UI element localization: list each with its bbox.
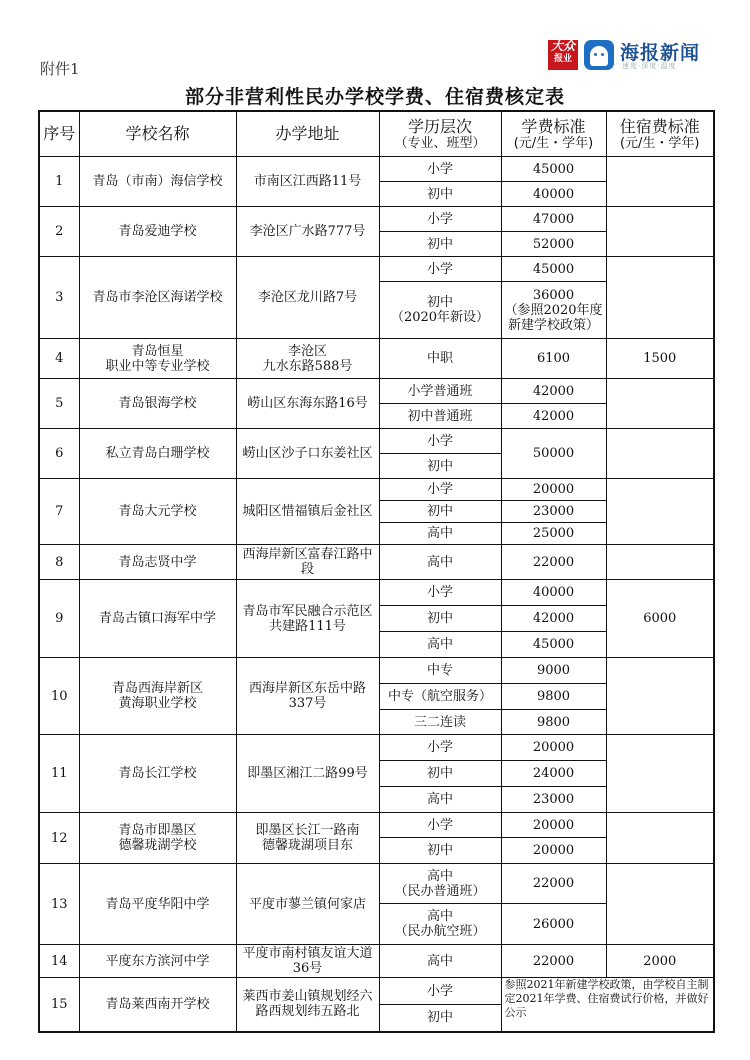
tuition-fee: 40000: [501, 182, 606, 207]
dorm-fee: [606, 379, 714, 429]
row-number: 10: [39, 658, 79, 735]
table-row: [39, 864, 714, 904]
row-number: 6: [39, 429, 79, 479]
education-level: 高中: [379, 787, 501, 813]
school-name: 私立青岛白珊学校: [79, 429, 236, 479]
header-dorm-main: 住宿费标准: [619, 116, 700, 136]
header-address: 办学地址: [236, 111, 379, 157]
education-level: 高中: [379, 632, 501, 658]
row-number: 11: [39, 735, 79, 813]
education-level: 高中: [379, 545, 501, 580]
table-row: [39, 545, 714, 580]
header-dorm: [606, 111, 714, 157]
tuition-fee: 20000: [501, 838, 606, 864]
dorm-fee: [606, 813, 714, 864]
school-address: 西海岸新区富春江路中段: [236, 545, 379, 580]
school-address: 青岛市军民融合示范区共建路111号: [236, 580, 379, 658]
page-title: 部分非营利性民办学校学费、住宿费核定表: [184, 86, 565, 108]
dorm-fee: [606, 545, 714, 580]
tuition-fee: 9800: [501, 684, 606, 710]
table-row: [39, 207, 714, 232]
tuition-fee: 23000: [501, 501, 606, 523]
school-address: 即墨区湘江二路99号: [236, 735, 379, 813]
news-logo: [548, 38, 723, 72]
school-name: 青岛大元学校: [79, 479, 236, 545]
education-level: 小学: [379, 429, 501, 454]
education-level: 高中: [379, 523, 501, 545]
dorm-fee: [606, 157, 714, 207]
tuition-fee: 9000: [501, 658, 606, 684]
logo-red-bottom: 报业: [553, 54, 572, 64]
tuition-fee: 36000 （参照2020年度 新建学校政策）: [501, 282, 606, 339]
school-name: 青岛西海岸新区 黄海职业学校: [79, 658, 236, 735]
tuition-fee: 42000: [501, 404, 606, 429]
table-row: [39, 379, 714, 404]
education-level: 初中: [379, 501, 501, 523]
school-address: 西海岸新区东岳中路337号: [236, 658, 379, 735]
education-level: 小学: [379, 207, 501, 232]
school-name: 青岛恒星 职业中等专业学校: [79, 339, 236, 379]
tuition-fee: 24000: [501, 761, 606, 787]
education-level: 三二连读: [379, 710, 501, 735]
table-row: [39, 257, 714, 282]
school-name: 青岛莱西南开学校: [79, 978, 236, 1032]
tuition-fee: 20000: [501, 813, 606, 838]
attachment-label: 附件1: [40, 60, 80, 78]
row-number: 5: [39, 379, 79, 429]
tuition-fee: 45000: [501, 632, 606, 658]
header-level-sub: （专业、班型）: [394, 135, 486, 151]
tuition-fee: 9800: [501, 710, 606, 735]
school-name: 青岛市即墨区 德馨珑湖学校: [79, 813, 236, 864]
header-fee-main: 学费标准: [521, 116, 586, 136]
education-level: 小学普通班: [379, 379, 501, 404]
table-row: [39, 157, 714, 182]
tuition-fee: 25000: [501, 523, 606, 545]
tuition-fee: 42000: [501, 379, 606, 404]
education-level: 中职: [379, 339, 501, 379]
header-row: [39, 111, 714, 157]
row-number: 7: [39, 479, 79, 545]
row-number: 3: [39, 257, 79, 339]
fee-note: 参照2021年新建学校政策，由学校自主制定2021年学费、住宿费试行价格，并做好公示: [501, 978, 714, 1032]
row-number: 14: [39, 945, 79, 978]
row-number: 12: [39, 813, 79, 864]
header-level-main: 学历层次: [407, 116, 472, 136]
table-row: [39, 580, 714, 606]
dorm-fee: 2000: [606, 945, 714, 978]
table-row: [39, 479, 714, 501]
row-number: 1: [39, 157, 79, 207]
education-level: 初中 （2020年新设）: [379, 282, 501, 339]
row-number: 8: [39, 545, 79, 580]
school-name: 青岛古镇口海军中学: [79, 580, 236, 658]
school-name: 青岛长江学校: [79, 735, 236, 813]
fee-table: [38, 110, 715, 1033]
tuition-fee: 6100: [501, 339, 606, 379]
school-name: 青岛平度华阳中学: [79, 864, 236, 945]
education-level: 初中: [379, 182, 501, 207]
tuition-fee: 22000: [501, 545, 606, 580]
dorm-fee: [606, 479, 714, 545]
dorm-fee: [606, 429, 714, 479]
table-row: [39, 813, 714, 838]
header-fee: [501, 111, 606, 157]
school-address: 李沧区广水路777号: [236, 207, 379, 257]
school-name: 青岛（市南）海信学校: [79, 157, 236, 207]
header-fee-sub: (元/生・学年): [513, 135, 594, 151]
education-level: 初中普通班: [379, 404, 501, 429]
school-address: 平度市南村镇友谊大道36号: [236, 945, 379, 978]
row-number: 15: [39, 978, 79, 1032]
education-level: 初中: [379, 838, 501, 864]
header-level: [379, 111, 501, 157]
education-level: 初中: [379, 606, 501, 632]
education-level: 小学: [379, 157, 501, 182]
tuition-fee: 20000: [501, 479, 606, 501]
row-number: 2: [39, 207, 79, 257]
education-level: 小学: [379, 580, 501, 606]
tuition-fee: 45000: [501, 157, 606, 182]
school-address: 即墨区长江一路南 德馨珑湖项目东: [236, 813, 379, 864]
school-address: 李沧区龙川路7号: [236, 257, 379, 339]
tuition-fee: 45000: [501, 257, 606, 282]
education-level: 中专: [379, 658, 501, 684]
education-level: 高中: [379, 945, 501, 978]
education-level: 高中 （民办航空班）: [379, 904, 501, 945]
tuition-fee: 42000: [501, 606, 606, 632]
tuition-fee: 22000: [501, 945, 606, 978]
school-name: 平度东方滨河中学: [79, 945, 236, 978]
header-dorm-sub: (元/生・学年): [619, 135, 700, 151]
school-address: 崂山区沙子口东姜社区: [236, 429, 379, 479]
education-level: 初中: [379, 232, 501, 257]
school-name: 青岛市李沧区海诺学校: [79, 257, 236, 339]
dorm-fee: 1500: [606, 339, 714, 379]
tuition-fee: 23000: [501, 787, 606, 813]
dorm-fee: [606, 257, 714, 339]
tuition-fee: 26000: [501, 904, 606, 945]
logo-name: 海报新闻: [620, 42, 701, 64]
education-level: 中专（航空服务）: [379, 684, 501, 710]
education-level: 初中: [379, 1005, 501, 1032]
school-name: 青岛志贤中学: [79, 545, 236, 580]
school-address: 城阳区惜福镇后金社区: [236, 479, 379, 545]
dorm-fee: 6000: [606, 580, 714, 658]
table-row: [39, 978, 714, 1005]
school-name: 青岛爱迪学校: [79, 207, 236, 257]
school-address: 市南区江西路11号: [236, 157, 379, 207]
education-level: 小学: [379, 735, 501, 761]
row-number: 9: [39, 580, 79, 658]
education-level: 初中: [379, 761, 501, 787]
dorm-fee: [606, 207, 714, 257]
school-address: 平度市蓼兰镇何家店: [236, 864, 379, 945]
header-no: 序号: [39, 111, 79, 157]
seal-logo-icon: [584, 40, 614, 70]
dorm-fee: [606, 735, 714, 813]
education-level: 初中: [379, 454, 501, 479]
education-level: 小学: [379, 813, 501, 838]
table-row: [39, 735, 714, 761]
dorm-fee: [606, 864, 714, 945]
table-row: [39, 339, 714, 379]
header-name: 学校名称: [79, 111, 236, 157]
tuition-fee: 50000: [501, 429, 606, 479]
row-number: 4: [39, 339, 79, 379]
tuition-fee: 22000: [501, 864, 606, 904]
education-level: 小学: [379, 257, 501, 282]
logo-slogan: 速度·深度·温度: [622, 62, 677, 70]
education-level: 小学: [379, 978, 501, 1005]
school-name: 青岛银海学校: [79, 379, 236, 429]
tuition-fee: 47000: [501, 207, 606, 232]
school-address: 莱西市姜山镇规划经六路西规划纬五路北: [236, 978, 379, 1032]
table-row: [39, 429, 714, 454]
tuition-fee: 52000: [501, 232, 606, 257]
education-level: 小学: [379, 479, 501, 501]
tuition-fee: 20000: [501, 735, 606, 761]
table-row: [39, 658, 714, 684]
school-address: 崂山区东海东路16号: [236, 379, 379, 429]
logo-red-top: 大众: [550, 39, 575, 53]
dorm-fee: [606, 658, 714, 735]
table-row: [39, 945, 714, 978]
education-level: 高中 （民办普通班）: [379, 864, 501, 904]
row-number: 13: [39, 864, 79, 945]
tuition-fee: 40000: [501, 580, 606, 606]
school-address: 李沧区 九水东路588号: [236, 339, 379, 379]
dazhong-logo-icon: [548, 40, 578, 70]
